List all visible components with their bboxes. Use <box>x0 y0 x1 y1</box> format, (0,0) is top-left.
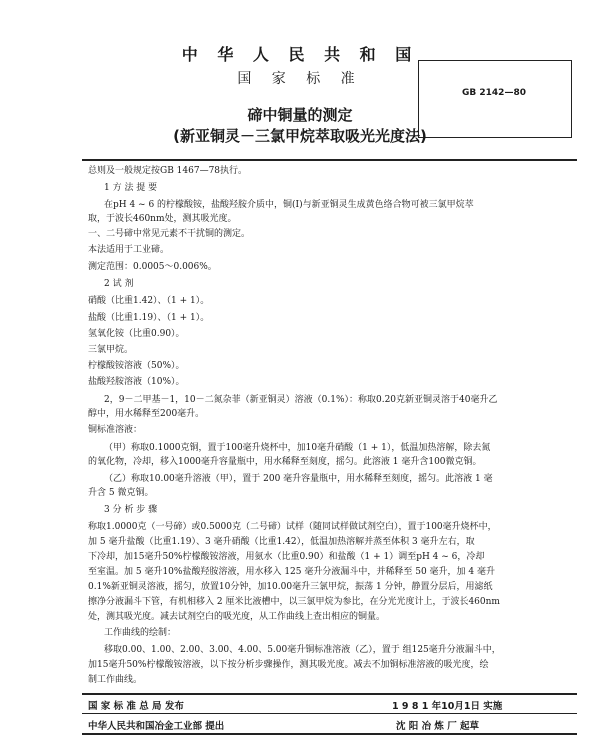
body-line: 制工作曲线。 <box>88 675 143 685</box>
body-line: 总则及一般规定按GB 1467—78执行。 <box>88 166 248 176</box>
body-line: 0.1%新亚铜灵溶液，摇匀，放置10分钟，加10.00毫升三氯甲烷，振荡 1 分钟，静置分层后，用滤纸 <box>88 582 493 592</box>
body-line: 氢氧化铵（比重0.90）。 <box>88 329 185 339</box>
section-heading: 2 试 剂 <box>104 279 134 289</box>
body-line: 盐酸羟胺溶液（10%）。 <box>88 377 185 387</box>
body-line: 铜标准溶液： <box>88 425 143 435</box>
body-line: 柠檬酸铵溶液（50%）。 <box>88 361 185 371</box>
standard-number: GB 2142—80 <box>462 88 526 98</box>
body-line: （甲）称取0.1000克铜，置于100毫升烧杯中，加10毫升硝酸（1 + 1），低温加热溶解，除去氮 <box>104 443 491 453</box>
proposer: 中华人民共和国冶金工业部 提出 <box>88 721 225 732</box>
body-line: 的氧化物，冷却，移入1000毫升容量瓶中，用水稀释至刻度，摇匀。此溶液 1 毫升含100微克铜。 <box>88 457 482 467</box>
body-line: 移取0.00、1.00、2.00、3.00、4.00、5.00毫升铜标准溶液（乙），置于 组125毫升分液漏斗中， <box>104 645 501 655</box>
drafter: 沈 阳 冶 炼 厂 起草 <box>396 721 480 732</box>
footer-divider <box>82 713 577 714</box>
body-line: 本法适用于工业碲。 <box>88 245 170 255</box>
top-rule <box>82 159 577 161</box>
body-line: 下冷却，加15毫升50%柠檬酸铵溶液，用氨水（比重0.90）和盐酸（1 + 1）调至pH 4 ~ 6，冷却 <box>88 552 485 562</box>
body-line: （乙）称取10.00毫升溶液（甲），置于 200 毫升容量瓶中，用水稀释至刻度，摇匀。此溶液 1 毫 <box>104 474 493 484</box>
body-line: 取，于波长460nm处，测其吸光度。 <box>88 214 237 224</box>
body-line: 升含 5 微克铜。 <box>88 488 154 498</box>
country-name: 中 华 人 民 共 和 国 <box>181 45 419 64</box>
issuer: 国 家 标 准 总 局 发布 <box>88 701 184 712</box>
body-line: 至室温。加 5 毫升10%盐酸羟胺溶液，用水移入 125 毫升分液漏斗中，并稀释至 50 毫升，加 4 毫升 <box>88 567 495 577</box>
document-subtitle: (新亚铜灵－三氯甲烷萃取吸光光度法) <box>173 127 427 145</box>
body-line: 硝酸（比重1.42）、（1 + 1）。 <box>88 296 210 306</box>
footer-rule-top <box>82 693 577 695</box>
body-line: 醇中，用水稀释至200毫升。 <box>88 409 205 419</box>
body-line: 测定范围：0.0005～0.006%。 <box>88 262 217 272</box>
document-title: 碲中铜量的测定 <box>247 106 353 124</box>
section-heading: 3 分 析 步 骤 <box>104 505 158 515</box>
body-line: 三氯甲烷。 <box>88 345 134 355</box>
body-line: 加15毫升50%柠檬酸铵溶液，以下按分析步骤操作，测其吸光度。减去不加铜标准溶液的吸光度，绘 <box>88 660 489 670</box>
body-line: 加 5 毫升盐酸（比重1.19）、3 毫升硝酸（比重1.42），低温加热溶解并蒸至体积 3 毫升左右，取 <box>88 537 475 547</box>
body-line: 一、二号碲中常见元素不干扰铜的测定。 <box>88 229 251 239</box>
footer-rule-bottom <box>82 733 577 735</box>
body-line: 擦净分液漏斗下管，有机相移入 2 厘米比液槽中，以三氯甲烷为参比，在分光光度计上，于波长460nm <box>88 597 500 607</box>
body-line: 称取1.0000克（一号碲）或0.5000克（二号碲）试样（随同试样做试剂空白），置于100毫升烧杯中， <box>88 522 497 532</box>
body-line: 处，测其吸光度。减去试剂空白的吸光度，从工作曲线上查出相应的铜量。 <box>88 612 386 622</box>
section-heading: 1 方 法 提 要 <box>104 183 158 193</box>
body-line: 盐酸（比重1.19）、（1 + 1）。 <box>88 313 210 323</box>
standard-type: 国 家 标 准 <box>237 71 363 87</box>
body-line: 在pH 4 ~ 6 的柠檬酸铵，盐酸羟胺介质中，铜(Ⅰ)与新亚铜灵生成黄色络合物可被三氯甲烷萃 <box>104 200 474 210</box>
body-line: 2，9－二甲基－1，10－二氮杂菲（新亚铜灵）溶液（0.1%）：称取0.20克新亚铜灵溶于40毫升乙 <box>104 395 498 405</box>
body-line: 工作曲线的绘制： <box>104 628 177 638</box>
implementation-date: 1 9 8 1 年10月1日 实施 <box>392 701 503 712</box>
